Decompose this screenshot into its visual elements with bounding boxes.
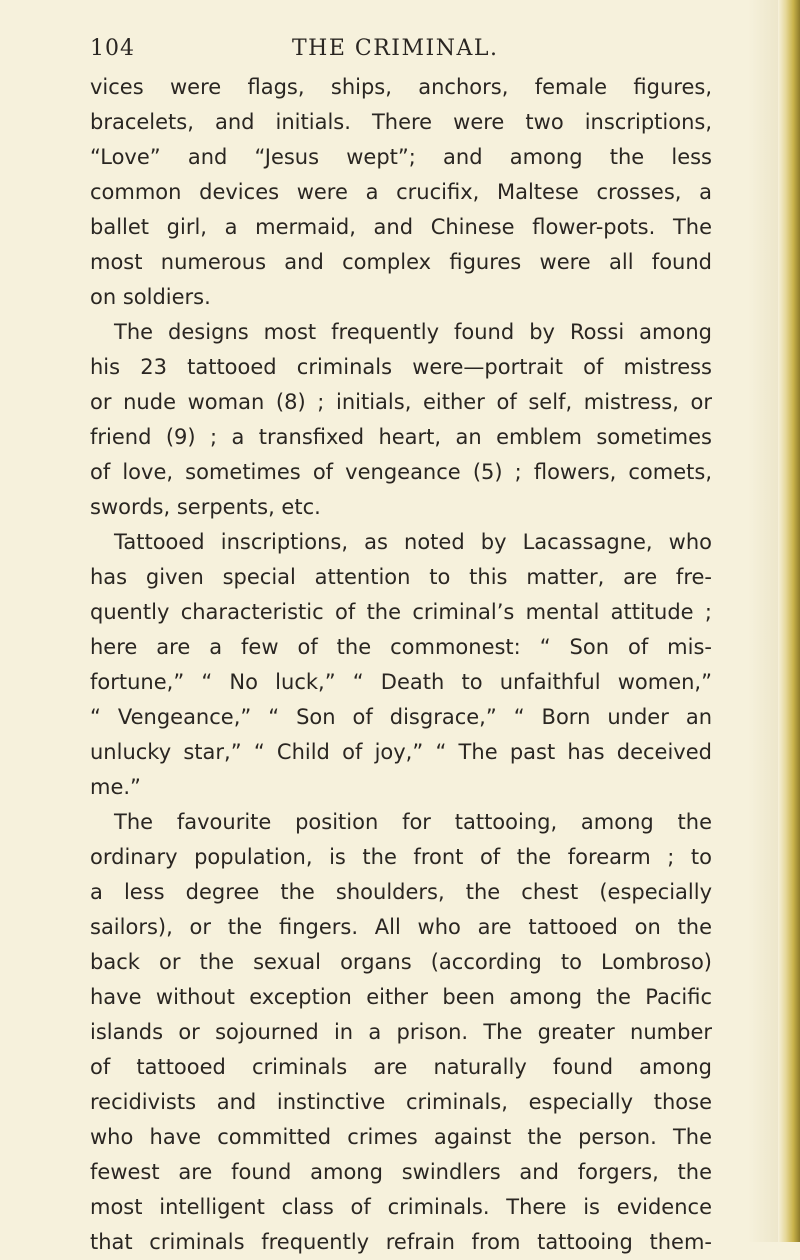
running-title: THE CRIMINAL. <box>292 36 499 61</box>
text-line: has given special attention to this matter, are fre- <box>90 565 712 589</box>
text-line: a less degree the shoulders, the chest (especially <box>90 880 712 904</box>
text-line: here are a few of the commonest: “ Son of mis- <box>90 635 712 659</box>
text-line: quently characteristic of the criminal’s mental attitude ; <box>90 600 712 624</box>
text-line: that criminals frequently refrain from tattooing them- <box>90 1230 712 1254</box>
text-line: recidivists and instinctive criminals, especially those <box>90 1090 712 1114</box>
text-line: fewest are found among swindlers and forgers, the <box>90 1160 712 1184</box>
text-line: “Love” and “Jesus wept”; and among the less <box>90 145 712 169</box>
text-line: me.” <box>90 775 141 799</box>
text-line: on soldiers. <box>90 285 211 309</box>
page-curl-shadow <box>748 0 778 1242</box>
text-line: bracelets, and initials. There were two inscriptions, <box>90 110 712 134</box>
text-line: back or the sexual organs (according to Lombroso) <box>90 950 712 974</box>
text-line: of tattooed criminals are naturally found among <box>90 1055 712 1079</box>
text-line: swords, serpents, etc. <box>90 495 321 519</box>
text-line: his 23 tattooed criminals were—portrait of mistress <box>90 355 712 379</box>
text-line: vices were flags, ships, anchors, female figures, <box>90 75 712 99</box>
page-number: 104 <box>90 36 135 61</box>
paragraph-start: Tattooed inscriptions, as noted by Lacassagne, who <box>114 530 712 554</box>
body-text <box>90 70 712 1260</box>
text-line: friend (9) ; a transfixed heart, an emblem sometimes <box>90 425 712 449</box>
text-line: most numerous and complex figures were all found <box>90 250 712 274</box>
text-line: have without exception either been among the Pacific <box>90 985 712 1009</box>
text-line: or nude woman (8) ; initials, either of self, mistress, or <box>90 390 712 414</box>
text-line: ballet girl, a mermaid, and Chinese flower-pots. The <box>90 215 712 239</box>
page-edge <box>778 0 800 1242</box>
text-line: who have committed crimes against the person. The <box>90 1125 712 1149</box>
text-line: islands or sojourned in a prison. The greater number <box>90 1020 712 1044</box>
text-line: “ Vengeance,” “ Son of disgrace,” “ Born under an <box>90 705 712 729</box>
text-line: ordinary population, is the front of the forearm ; to <box>90 845 712 869</box>
paragraph-start: The designs most frequently found by Rossi among <box>114 320 712 344</box>
text-line: most intelligent class of criminals. There is evidence <box>90 1195 712 1219</box>
text-line: common devices were a crucifix, Maltese crosses, a <box>90 180 712 204</box>
text-line: of love, sometimes of vengeance (5) ; flowers, comets, <box>90 460 712 484</box>
paragraph-start: The favourite position for tattooing, among the <box>114 810 712 834</box>
running-head <box>90 36 730 72</box>
text-line: fortune,” “ No luck,” “ Death to unfaithful women,” <box>90 670 712 694</box>
text-line: sailors), or the fingers. All who are tattooed on the <box>90 915 712 939</box>
text-line: unlucky star,” “ Child of joy,” “ The past has deceived <box>90 740 712 764</box>
